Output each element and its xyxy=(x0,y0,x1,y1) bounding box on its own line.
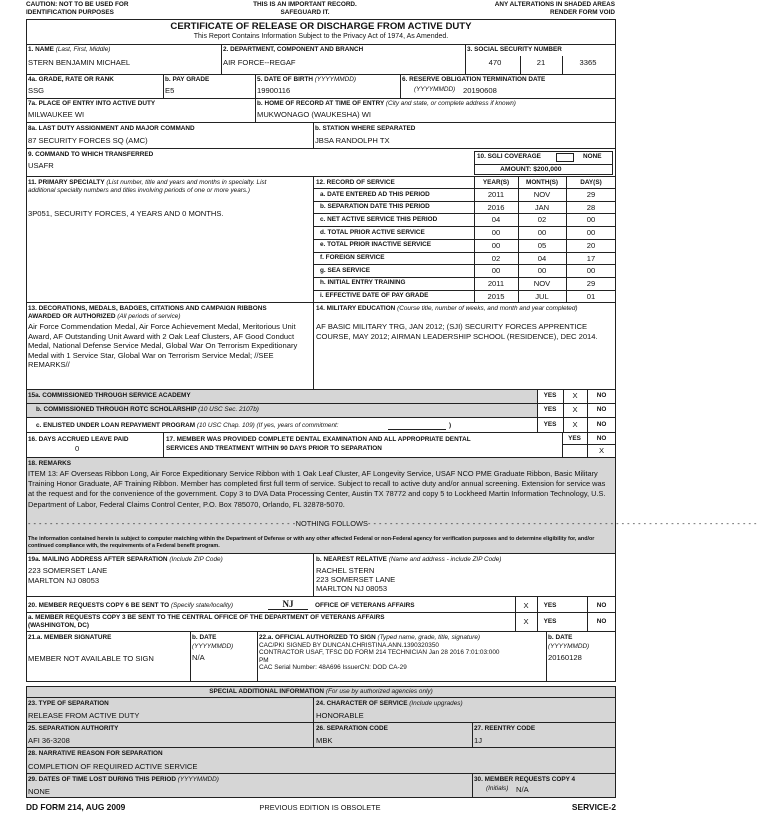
ssn-part-3: 3365 xyxy=(579,58,597,67)
loan-no: NO xyxy=(596,421,607,428)
record-cell-y: 2011 xyxy=(487,190,505,199)
record-cell-y: 2015 xyxy=(487,291,505,301)
time-lost-field: NONE xyxy=(28,787,50,796)
record-cell-d: 29 xyxy=(586,278,596,288)
record-cell-d: 17 xyxy=(586,253,596,263)
member-sign-date-hint: (YYYYMMDD) xyxy=(192,643,234,650)
record-cell-d: 00 xyxy=(586,266,596,276)
record-cell-m: 02 xyxy=(537,215,547,225)
place-of-entry-label: 7a. PLACE OF ENTRY INTO ACTIVE DUTY xyxy=(28,100,156,107)
loan-repayment-label: c. ENLISTED UNDER LOAN REPAYMENT PROGRAM (10 USC Chap. 109) (If yes, years of commitment: xyxy=(36,422,339,429)
mailing-address-line-1: 223 SOMERSET LANE xyxy=(28,566,108,575)
nearest-relative-label: b. NEAREST RELATIVE (Name and address - include ZIP Code) xyxy=(316,556,502,563)
copy4-hint: (Initials) xyxy=(486,785,509,792)
ssn-part-2: 21 xyxy=(536,58,546,67)
record-cell-y: 2011 xyxy=(487,278,505,288)
record-cell-d: 00 xyxy=(586,215,596,225)
grade-label: 4a. GRADE, RATE OR RANK xyxy=(28,76,114,83)
grade-field: SSG xyxy=(28,86,45,95)
last-duty-field: 87 SECURITY FORCES SQ (AMC) xyxy=(28,136,148,145)
primary-specialty-label: 11. PRIMARY SPECIALTY (List number, title and years and months in specialty. List additional specialty numbers and titles involving periods of one or more years.) xyxy=(28,179,267,194)
narrative-reason-label: 28. NARRATIVE REASON FOR SEPARATION xyxy=(28,750,163,757)
separation-code-label: 26. SEPARATION CODE xyxy=(316,725,388,732)
record-cell-y: 00 xyxy=(491,240,501,250)
dob-label: 5. DATE OF BIRTH (YYYYMMDD) xyxy=(257,76,356,83)
nearest-relative-line-2: 223 SOMERSET LANE xyxy=(316,575,396,584)
record-cell-m: 04 xyxy=(537,253,547,263)
separation-authority-label: 25. SEPARATION AUTHORITY xyxy=(28,725,119,732)
separation-type-label: 23. TYPE OF SEPARATION xyxy=(28,700,109,707)
rotc-no: NO xyxy=(596,406,607,413)
member-sign-date-label: b. DATE xyxy=(192,634,217,641)
ssn-part-1: 470 xyxy=(488,58,502,67)
reserve-obligation-hint: (YYYYMMDD) xyxy=(414,86,456,93)
dental-x: X xyxy=(598,446,605,455)
record-cell-m: NOV xyxy=(533,190,551,199)
record-cell-d: 20 xyxy=(586,240,596,250)
dental-yes: YES xyxy=(568,435,581,442)
dental-no: NO xyxy=(596,435,607,442)
dob-field: 19900116 xyxy=(257,86,291,95)
nearest-relative-name: RACHEL STERN xyxy=(316,566,375,575)
copy3-yes: YES xyxy=(543,618,557,625)
record-cell-d: 00 xyxy=(586,228,596,238)
copy6-label: 20. MEMBER REQUESTS COPY 6 BE SENT TO (Specify state/locality) xyxy=(28,602,234,609)
official-line-2: CONTRACTOR USAF, TFSC DD FORM 214 TECHNICIAN Jan 28 2016 7:01:03:000 xyxy=(259,649,500,657)
rotc-x: X xyxy=(572,405,578,414)
department-label: 2. DEPARTMENT, COMPONENT AND BRANCH xyxy=(223,46,364,53)
official-label: 22.a. OFFICIAL AUTHORIZED TO SIGN (Typed name, grade, title, signature) xyxy=(259,634,481,641)
loan-repayment-close: ) xyxy=(449,422,452,429)
header-days: DAY(S) xyxy=(580,179,602,186)
mailing-address-label: 19a. MAILING ADDRESS AFTER SEPARATION (Include ZIP Code) xyxy=(28,556,223,563)
official-line-4: CAC Serial Number: 48A696 IssuerCN: DOD CA-29 xyxy=(259,664,407,672)
remarks-label: 18. REMARKS xyxy=(28,460,71,467)
station-label: b. STATION WHERE SEPARATED xyxy=(315,125,416,132)
header-years: YEAR(S) xyxy=(482,179,510,186)
record-cell-y: 00 xyxy=(491,266,501,276)
copy6-state: NJ xyxy=(282,599,294,609)
official-date-hint: (YYYYMMDD) xyxy=(548,643,590,650)
mailing-address-line-2: MARLTON NJ 08053 xyxy=(28,576,100,585)
military-education-label: 14. MILITARY EDUCATION (Course title, number of weeks, and month and year completed) xyxy=(316,305,578,312)
place-of-entry-field: MILWAUKEE WI xyxy=(28,110,85,119)
character-of-service-label: 24. CHARACTER OF SERVICE (Include upgrades) xyxy=(316,700,463,707)
copy6-office: OFFICE OF VETERANS AFFAIRS xyxy=(315,602,415,609)
loan-yes: YES xyxy=(543,421,557,428)
record-of-service-label: 12. RECORD OF SERVICE xyxy=(316,179,395,186)
copy6-no: NO xyxy=(596,602,607,609)
rotc-label: b. COMMISSIONED THROUGH ROTC SCHOLARSHIP (10 USC Sec. 2107b) xyxy=(36,406,259,413)
reserve-obligation-label: 6. RESERVE OBLIGATION TERMINATION DATE xyxy=(402,76,546,83)
name-label: 1. NAME (Last, First, Middle) xyxy=(28,46,111,53)
sgli-checkbox xyxy=(556,153,574,162)
form-number: DD FORM 214, AUG 2009 xyxy=(26,802,126,812)
ssn-label: 3. SOCIAL SECURITY NUMBER xyxy=(467,46,562,53)
record-cell-d: 28 xyxy=(586,202,596,212)
accrued-leave-label: 16. DAYS ACCRUED LEAVE PAID xyxy=(28,436,129,443)
rotc-yes: YES xyxy=(543,406,557,413)
record-cell-m: 00 xyxy=(537,266,547,276)
official-signature-block xyxy=(259,642,499,672)
copy3-x: X xyxy=(523,617,529,626)
academy-no: NO xyxy=(596,392,607,399)
record-cell-y: 00 xyxy=(491,228,501,238)
record-cell-y: 02 xyxy=(491,253,501,263)
record-row-label: g. SEA SERVICE xyxy=(320,266,371,274)
separation-type-field: RELEASE FROM ACTIVE DUTY xyxy=(28,711,140,720)
header-months: MONTH(S) xyxy=(526,179,558,186)
separation-code-field: MBK xyxy=(316,736,333,745)
special-info-title: SPECIAL ADDITIONAL INFORMATION (For use by authorized agencies only) xyxy=(209,688,433,695)
dental-label: 17. MEMBER WAS PROVIDED COMPLETE DENTAL EXAMINATION AND ALL APPROPRIATE DENTAL SERVICES AND TREATMENT WITHIN 90 DAYS PRIOR TO SEPARATION xyxy=(166,436,471,452)
character-of-service-field: HONORABLE xyxy=(316,711,364,720)
record-row-label: e. TOTAL PRIOR INACTIVE SERVICE xyxy=(320,241,432,249)
official-line-1: CAC/PKI SIGNED BY DUNCAN.CHRISTINA.ANN.1390320350 xyxy=(259,642,439,649)
member-signature-field: MEMBER NOT AVAILABLE TO SIGN xyxy=(28,654,154,663)
separation-authority-field: AFI 36-3208 xyxy=(28,736,70,745)
decorations-label: 13. DECORATIONS, MEDALS, BADGES, CITATIONS AND CAMPAIGN RIBBONS AWARDED OR AUTHORIZED (All periods of service) xyxy=(28,305,267,320)
academy-x: X xyxy=(572,391,578,400)
record-cell-m: 05 xyxy=(537,240,547,250)
record-cell-m: 00 xyxy=(537,228,547,238)
home-of-record-field: MUKWONAGO (WAUKESHA) WI xyxy=(257,110,372,119)
record-cell-y: 2016 xyxy=(487,202,505,212)
pay-grade-field: E5 xyxy=(165,86,175,95)
military-education-field: AF BASIC MILITARY TRG, JAN 2012; (SJI) SECURITY FORCES APPRENTICE COURSE, MAY 2012; AIRMAN LEADERSHIP SCHOOL (RESIDENCE), DEC 2014. xyxy=(316,322,598,341)
home-of-record-label: b. HOME OF RECORD AT TIME OF ENTRY (City and state, or complete address if known) xyxy=(257,100,516,107)
narrative-reason-field: COMPLETION OF REQUIRED ACTIVE SERVICE xyxy=(28,762,198,771)
record-row-label: f. FOREIGN SERVICE xyxy=(320,254,385,261)
primary-specialty-field: 3P051, SECURITY FORCES, 4 YEARS AND 0 MONTHS. xyxy=(28,209,224,218)
command-transferred-label: 9. COMMAND TO WHICH TRANSFERRED xyxy=(28,151,154,158)
copy3-no: NO xyxy=(596,618,607,625)
reentry-code-label: 27. REENTRY CODE xyxy=(474,725,536,732)
privacy-subtitle: This Report Contains Information Subject to the Privacy Act of 1974, As Amended. xyxy=(193,33,449,40)
previous-edition-note: PREVIOUS EDITION IS OBSOLETE xyxy=(259,803,381,812)
sgli-amount: AMOUNT: $200,000 xyxy=(500,166,562,173)
department-field: AIR FORCE--REGAF xyxy=(223,58,296,67)
name-field: STERN BENJAMIN MICHAEL xyxy=(28,58,131,67)
record-row-label: d. TOTAL PRIOR ACTIVE SERVICE xyxy=(320,228,425,236)
copy6-yes: YES xyxy=(543,602,557,609)
command-transferred-field: USAFR xyxy=(28,161,54,170)
record-cell-d: 29 xyxy=(586,190,596,199)
official-date-field: 20160128 xyxy=(548,653,582,662)
nearest-relative-line-3: MARLTON NJ 08053 xyxy=(316,584,388,593)
official-date-label: b. DATE xyxy=(548,634,573,641)
copy4-label: 30. MEMBER REQUESTS COPY 4 xyxy=(474,776,576,783)
academy-yes: YES xyxy=(543,392,557,399)
caution-notice: CAUTION: NOT TO BE USED FOR IDENTIFICATION PURPOSES xyxy=(26,1,129,16)
service-academy-label: 15a. COMMISSIONED THROUGH SERVICE ACADEMY xyxy=(28,392,191,399)
accrued-leave-field: 0 xyxy=(75,444,80,453)
reserve-obligation-field: 20190608 xyxy=(463,86,497,95)
member-sign-date-field: N/A xyxy=(192,653,205,662)
record-cell-y: 04 xyxy=(491,215,501,225)
loan-x: X xyxy=(572,420,578,429)
member-signature-label: 21.a. MEMBER SIGNATURE xyxy=(28,634,112,641)
copy6-x: X xyxy=(523,601,529,610)
copy4-field: N/A xyxy=(516,785,529,794)
computer-matching-notice: The information contained herein is subject to computer matching within the Department of Defense or with any other affected Federal or non-Federal agency for verification purposes and to determine eligibility for, and/or continued compliance with, the requirements of a Federal benefit program. xyxy=(28,536,595,549)
form-title: CERTIFICATE OF RELEASE OR DISCHARGE FROM ACTIVE DUTY xyxy=(170,21,472,32)
record-row-label: c. NET ACTIVE SERVICE THIS PERIOD xyxy=(320,215,438,223)
nothing-follows: - - - - - - - - - - - - - - - - - - - - - - - - - - - - - - - - - - - - - - - - - - - - - - - - -NOTHING FOLLOWS- - - - - - - - - - - - - - - - - - - - - - - - - - - - - - - - - - - - - - - - - - - - - - - - - - - - - - - - - - - - - - - - - - - - - - - xyxy=(28,519,757,528)
decorations-field: Air Force Commendation Medal, Air Force Achievement Medal, Meritorious Unit Award, AF Outstanding Unit Award with 2 Oak Leaf Clusters, AF Good Conduct Medal, National Defense Service Medal, Global War On Terrorism Expeditionary Medal with 1 Service Star, Global War on Terrorism Service Medal; //SEE REMARKS// xyxy=(28,322,298,370)
remarks-field: ITEM 13: AF Overseas Ribbon Long, Air Force Expeditionary Service Ribbon with 1 Oak Leaf Cluster, AF Longevity Service, USAF NCO PME Graduate Ribbon, Basic Military Training Honor Graduate, AF Training Ribbon. Member has completed first full term of service. Subject to recall to active duty and/or annual screening. Extension for service was at the request and for the convenience of the government. Copy 3 to DVA Data Processing Center, Austin TX 78772 and copy 5 to Lockheed Martin Information Technology, U.S. Department of Labor, Federal Claims Control Center, P.O. Box 785070, Orlando, FL 32878-5070. xyxy=(28,469,606,509)
pay-grade-label: b. PAY GRADE xyxy=(165,76,210,83)
sgli-none: NONE xyxy=(583,153,602,160)
last-duty-label: 8a. LAST DUTY ASSIGNMENT AND MAJOR COMMAND xyxy=(28,125,195,132)
record-row-label: b. SEPARATION DATE THIS PERIOD xyxy=(320,203,430,211)
record-row-label: h. INITIAL ENTRY TRAINING xyxy=(320,279,406,287)
record-row-label: i. EFFECTIVE DATE OF PAY GRADE xyxy=(320,292,429,300)
station-field: JBSA RANDOLPH TX xyxy=(315,136,390,145)
record-cell-m: JAN xyxy=(534,202,550,212)
alterations-notice: ANY ALTERATIONS IN SHADED AREAS RENDER FORM VOID xyxy=(494,1,615,16)
sgli-label: 10. SGLI COVERAGE xyxy=(477,153,541,160)
reentry-code-field: 1J xyxy=(474,736,483,745)
important-record-notice: THIS IS AN IMPORTANT RECORD. SAFEGUARD IT. xyxy=(253,1,357,16)
record-cell-d: 01 xyxy=(586,291,596,301)
time-lost-label: 29. DATES OF TIME LOST DURING THIS PERIOD (YYYYMMDD) xyxy=(28,776,219,783)
copy-designation: SERVICE-2 xyxy=(571,802,616,812)
official-line-3: PM xyxy=(259,656,269,664)
copy3-label: a. MEMBER REQUESTS COPY 3 BE SENT TO THE CENTRAL OFFICE OF THE DEPARTMENT OF VETERANS AFFAIRS (WASHINGTON, DC) xyxy=(28,614,385,629)
record-cell-m: NOV xyxy=(533,278,551,288)
record-cell-m: JUL xyxy=(535,291,549,301)
record-row-label: a. DATE ENTERED AD THIS PERIOD xyxy=(320,190,430,198)
